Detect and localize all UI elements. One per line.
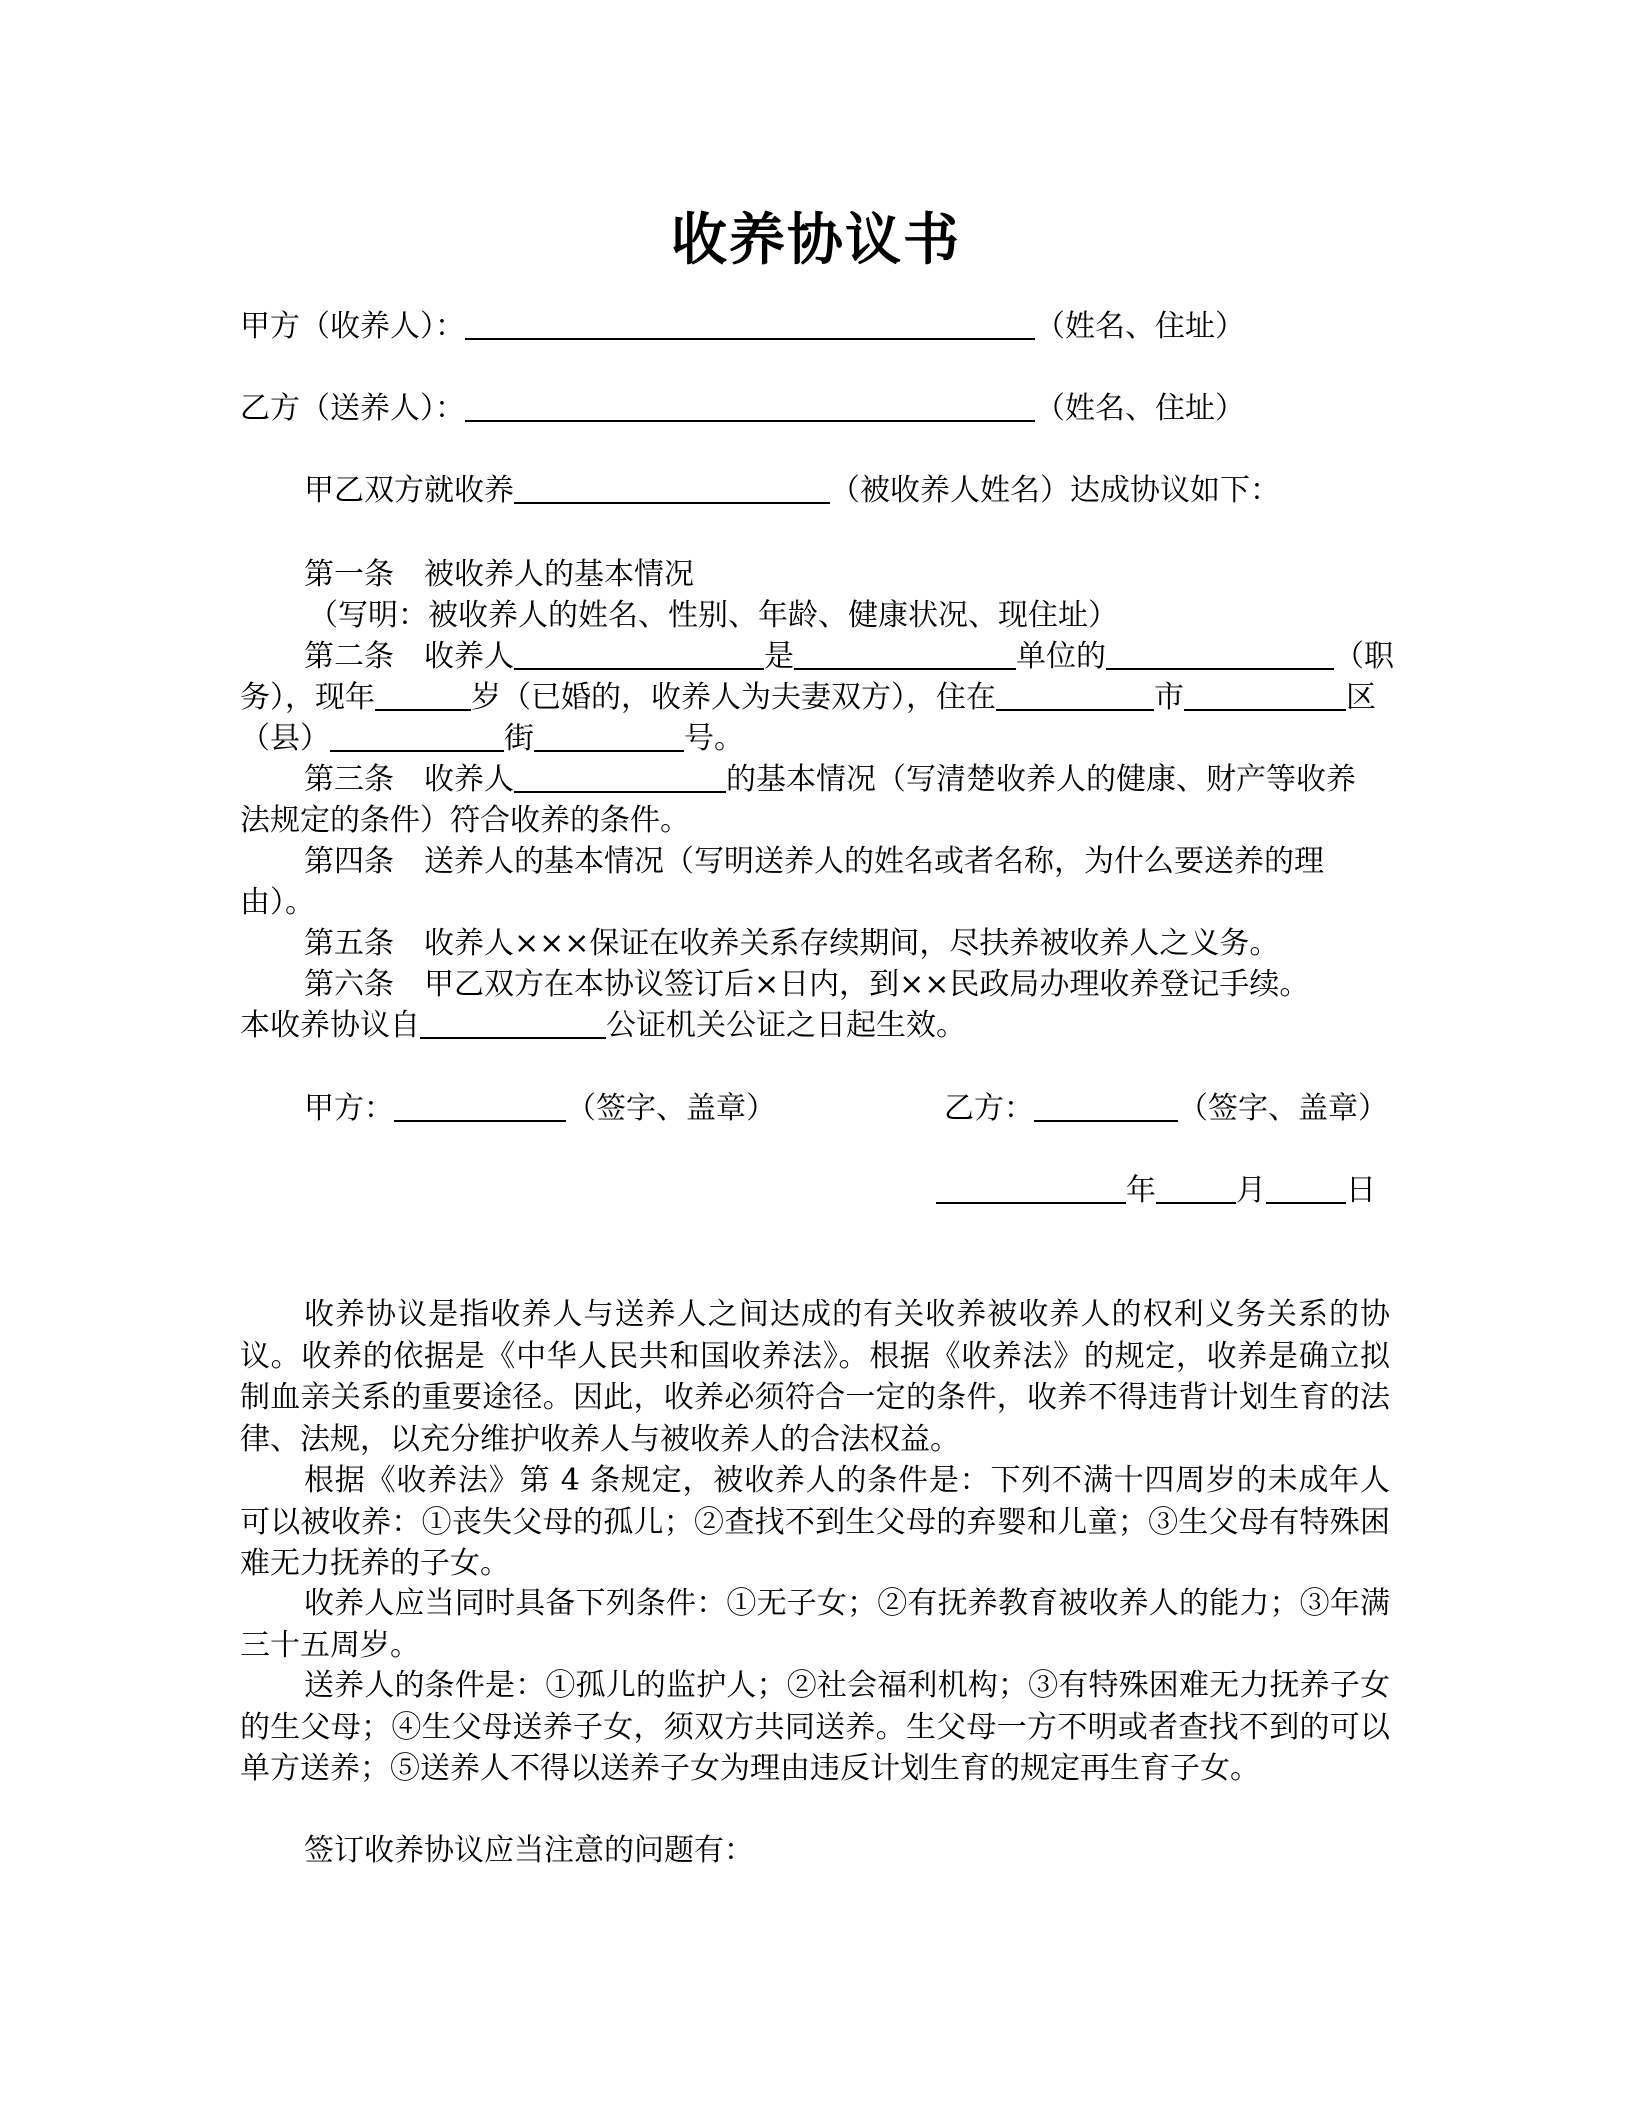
city-blank[interactable] [996,679,1154,711]
article-5: 第五条 收养人×××保证在收养关系存续期间，尽扶养被收养人之义务。 [304,926,1280,961]
employer-blank[interactable] [794,638,1016,670]
party-b-blank[interactable] [465,390,1035,422]
party-a-hint: （姓名、住址） [1035,309,1245,344]
date-line: 年 月 日 [936,1170,1396,1212]
age-blank[interactable] [375,679,471,711]
note-paragraph-3: 收养人应当同时具备下列条件：①无子女；②有抚养教育被收养人的能力；③年满三十五周岁。 [240,1586,1390,1663]
month-blank[interactable] [1156,1172,1236,1204]
signature-party-a: 甲方： （签字、盖章） [304,1091,776,1126]
adopter-name-blank[interactable] [514,638,764,670]
note-paragraph-5: 签订收养协议应当注意的问题有： [304,1833,754,1868]
party-a-blank[interactable] [465,308,1035,340]
party-a-signature-blank[interactable] [394,1090,566,1122]
article-6-line-2: 本收养协议自 公证机关公证之日起生效。 [240,1008,966,1043]
note-paragraph-4: 送养人的条件是：①孤儿的监护人；②社会福利机构；③有特殊困难无力抚养子女的生父母；④生父母送养子女，须双方共同送养。生父母一方不明或者查找不到的可以单方送养；⑤送养人不得以送养子女为理由违反计划生育的规定再生育子女。 [240,1668,1390,1786]
number-blank[interactable] [534,720,684,752]
article-2-line-2: 务），现年 岁（已婚的，收养人为夫妻双方），住在 市 区 [240,680,1376,715]
district-blank[interactable] [1184,679,1346,711]
article-4-line-2: 由）。 [240,885,315,920]
article-4-line-1: 第四条 送养人的基本情况（写明送养人的姓名或者名称，为什么要送养的理 [304,844,1324,879]
article-6-line-1: 第六条 甲乙双方在本协议签订后×日内，到××民政局办理收养登记手续。 [304,967,1310,1002]
party-a-line [240,306,1390,348]
article-3-line-1: 第三条 收养人 的基本情况（写清楚收养人的健康、财产等收养 [304,762,1356,797]
position-blank[interactable] [1106,638,1334,670]
article-1-note: （写明：被收养人的姓名、性别、年龄、健康状况、现住址） [308,598,1118,633]
party-b-signature-blank[interactable] [1034,1090,1178,1122]
article-2-line-1: 第二条 收养人 是 单位的 （职 [304,639,1394,674]
day-blank[interactable] [1266,1172,1346,1204]
signature-party-b: 乙方： （签字、盖章） [944,1091,1388,1126]
party-a-label: 甲方（收养人）： [240,309,465,344]
party-b-label: 乙方（送养人）： [240,391,465,426]
article-1-title: 第一条 被收养人的基本情况 [304,557,694,592]
article-3-line-2: 法规定的条件）符合收养的条件。 [240,803,690,838]
adoptee-name-blank[interactable] [514,472,830,504]
adopter-blank[interactable] [514,761,726,793]
intro-before: 甲乙双方就收养 [304,473,514,508]
year-blank[interactable] [936,1172,1126,1204]
intro-after: （被收养人姓名）达成协议如下： [830,473,1280,508]
party-b-line [240,388,1390,430]
note-paragraph-2: 根据《收养法》第 4 条规定，被收养人的条件是：下列不满十四周岁的未成年人可以被收养：①丧失父母的孤儿；②查找不到生父母的弃婴和儿童；③生父母有特殊困难无力抚养的子女。 [240,1463,1390,1581]
street-blank[interactable] [330,720,504,752]
party-b-hint: （姓名、住址） [1035,391,1245,426]
intro-line [304,470,1454,512]
note-paragraph-1: 收养协议是指收养人与送养人之间达成的有关收养被收养人的权利义务关系的协议。收养的依据是《中华人民共和国收养法》。根据《收养法》的规定，收养是确立拟制血亲关系的重要途径。因此，收养必须符合一定的条件，收养不得违背计划生育的法律、法规，以充分维护收养人与被收养人的合法权益。 [240,1297,1390,1457]
document-title: 收养协议书 [671,208,961,273]
notary-blank[interactable] [420,1007,606,1039]
article-2-line-3: （县） 街 号。 [240,721,744,756]
